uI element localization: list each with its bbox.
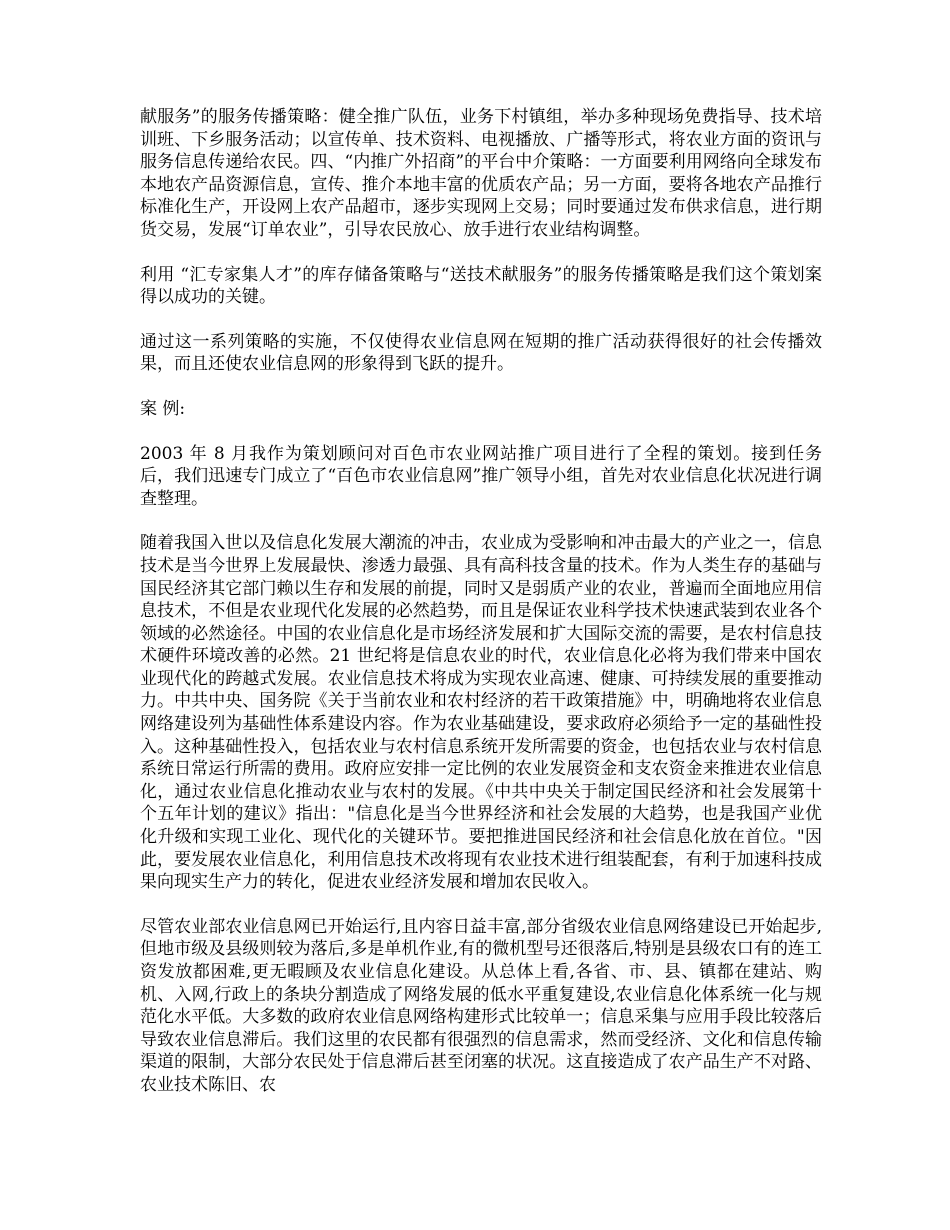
paragraph-informatization-background: 随着我国入世以及信息化发展大潮流的冲击，农业成为受影响和冲击最大的产业之一，信息技术是当今世界上发展最快、渗透力最强、具有高科技含量的技术。作为人类生存的基础与国民经济其它部门赖以生存和发展的前提，同时又是弱质产业的农业，普遍而全面地应用信息技术，不但是农业现代化发展的必然趋势，而且是保证农业科学技术快速武装到农业各个领域的必然途径。中国的农业信息化是市场经济发展和扩大国际交流的需要，是农村信息技术硬件环境改善的必然。21 世纪将是信息农业的时代，农业信息化必将为我们带来中国农业现代化的跨越式发展。农业信息技术将成为实现农业高速、健康、可持续发展的重要推动力。中共中央、国务院《关于当前农业和农村经济的若干政策措施》中，明确地将农业信息网络建设列为基础性体系建设内容。作为农业基础建设，要求政府必须给予一定的基础性投入。这种基础性投入，包括农业与农村信息系统开发所需要的资金，也包括农业与农村信息系统日常运行所需的费用。政府应安排一定比例的农业发展资金和支农资金来推进农业信息化，通过农业信息化推动农业与农村的发展。《中共中央关于制定国民经济和社会发展第十个五年计划的建议》指出："信息化是当今世界经济和社会发展的大趋势，也是我国产业优化升级和实现工业化、现代化的关键环节。要把推进国民经济和社会信息化放在首位。"因此，要发展农业信息化，利用信息技术改将现有农业技术进行组装配套，有利于加速科技成果向现实生产力的转化，促进农业经济发展和增加农民收入。 (140, 533, 822, 893)
paragraph-service-strategy: 献服务”的服务传播策略：健全推广队伍，业务下村镇组，举办多种现场免费指导、技术培训班、下乡服务活动；以宣传单、技术资料、电视播放、广播等形式，将农业方面的资讯与服务信息传递给农民。四、“内推广外招商”的平台中介策略：一方面要利用网络向全球发布本地农产品资源信息，宣传、推介本地丰富的优质农产品；另一方面，要将各地农产品推行标准化生产，开设网上农产品超市，逐步实现网上交易；同时要通过发布供求信息，进行期货交易，发展“订单农业”，引导农民放心、放手进行农业结构调整。 (140, 107, 822, 240)
document-body (140, 106, 822, 1097)
paragraph-current-situation: 尽管农业部农业信息网已开始运行,且内容日益丰富,部分省级农业信息网络建设已开始起步,但地市级及县级则较为落后,多是单机作业,有的微机型号还很落后,特别是县级农口有的连工资发放都困难,更无暇顾及农业信息化建设。从总体上看,各省、市、县、镇都在建站、购机、入网,行政上的条块分割造成了网络发展的低水平重复建设,农业信息化体系统一化与规范化水平低。大多数的政府农业信息网络构建形式比较单一；信息采集与应用手段比较落后导致农业信息滞后。我们这里的农民都有很强烈的信息需求，然而受经济、文化和信息传输渠道的限制，大部分农民处于信息滞后甚至闭塞的状况。这直接造成了农产品生产不对路、农业技术陈旧、农 (140, 916, 822, 1095)
paragraph-key-to-success: 利用 “汇专家集人才”的库存储备策略与“送技术献服务”的服务传播策略是我们这个策划案得以成功的关键。 (140, 264, 822, 308)
case-heading: 案 例: (140, 398, 186, 419)
paragraph-case-intro: 2003 年 8 月我作为策划顾问对百色市农业网站推广项目进行了全程的策划。接到任务后，我们迅速专门成立了“百色市农业信息网”推广领导小组，首先对农业信息化状况进行调查整理。 (140, 443, 822, 509)
paragraph-strategy-effect: 通过这一系列策略的实施，不仅使得农业信息网在短期的推广活动获得很好的社会传播效果，而且还使农业信息网的形象得到飞跃的提升。 (140, 331, 822, 375)
